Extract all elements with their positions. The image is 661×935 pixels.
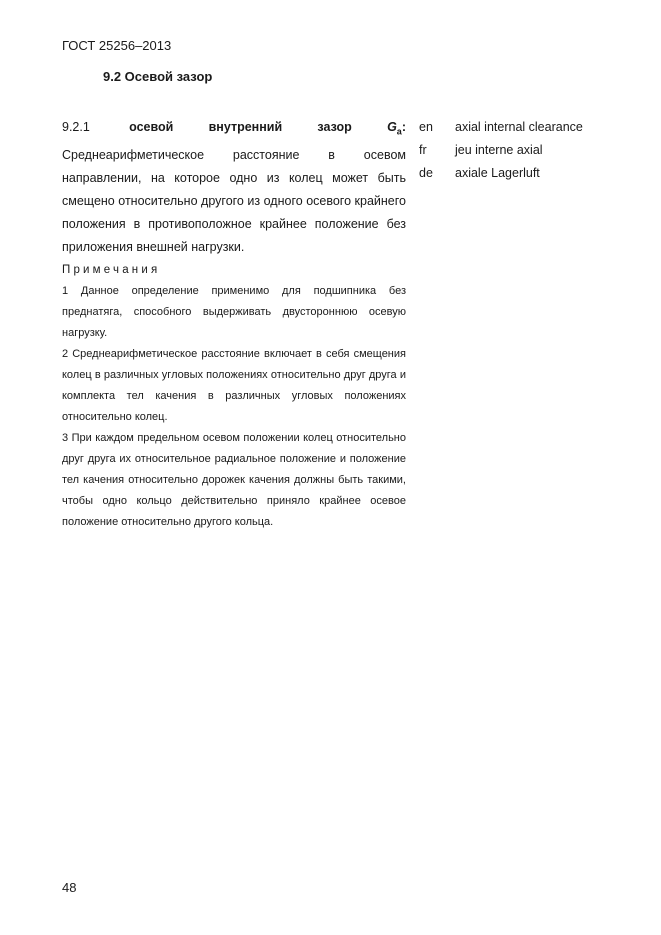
translations-list — [419, 116, 583, 185]
term-name: осевой внутренний зазор — [129, 120, 352, 134]
term-symbol: $G_a$ — [387, 120, 402, 137]
translation-row-de — [419, 162, 583, 185]
lang-term: axial internal clearance — [455, 120, 583, 134]
term-colon: : — [401, 120, 406, 134]
lang-code: en — [419, 120, 433, 134]
lang-code: de — [419, 166, 433, 180]
lang-term: axiale Lagerluft — [455, 166, 540, 180]
notes-section — [62, 260, 406, 533]
standard-header: ГОСТ 25256–2013 — [62, 38, 172, 53]
note-item-1: 1 Данное определение применимо для подшипника без преднатяга, способного выдерживать двустороннюю осевую нагрузку. — [62, 285, 406, 339]
term-number: 9.2.1 — [62, 120, 90, 134]
page-number: 48 — [62, 880, 77, 895]
notes-title: Примечания — [62, 264, 161, 276]
lang-code: fr — [419, 143, 427, 157]
note-item-2: 2 Среднеарифметическое расстояние включает в себя смещения колец в различных угловых положениях относительно друг друга и комплекта тел качения в различных угловых положениях относительно колец. — [62, 348, 406, 423]
definition-text: Среднеарифметическое расстояние в осевом направлении, на которое одно из колец может быть смещено относительно другого из одного осевого крайнего положения в противоположное крайнее положение без приложения внешней нагрузки. — [62, 147, 406, 254]
term-symbol-subscript: a — [396, 126, 402, 137]
section-title: 9.2 Осевой зазор — [103, 69, 213, 84]
translation-row-fr — [419, 139, 583, 162]
term-definition — [62, 116, 406, 259]
note-item-3: 3 При каждом предельном осевом положении колец относительно друг друга их относительное радиальное положение и положение тел качения относительно дорожек качения должны быть такими, чтобы одно кольцо действительно приняло крайнее осевое положение относительно другого кольца. — [62, 432, 406, 528]
translation-row-en — [419, 116, 583, 139]
lang-term: jeu interne axial — [455, 143, 543, 157]
